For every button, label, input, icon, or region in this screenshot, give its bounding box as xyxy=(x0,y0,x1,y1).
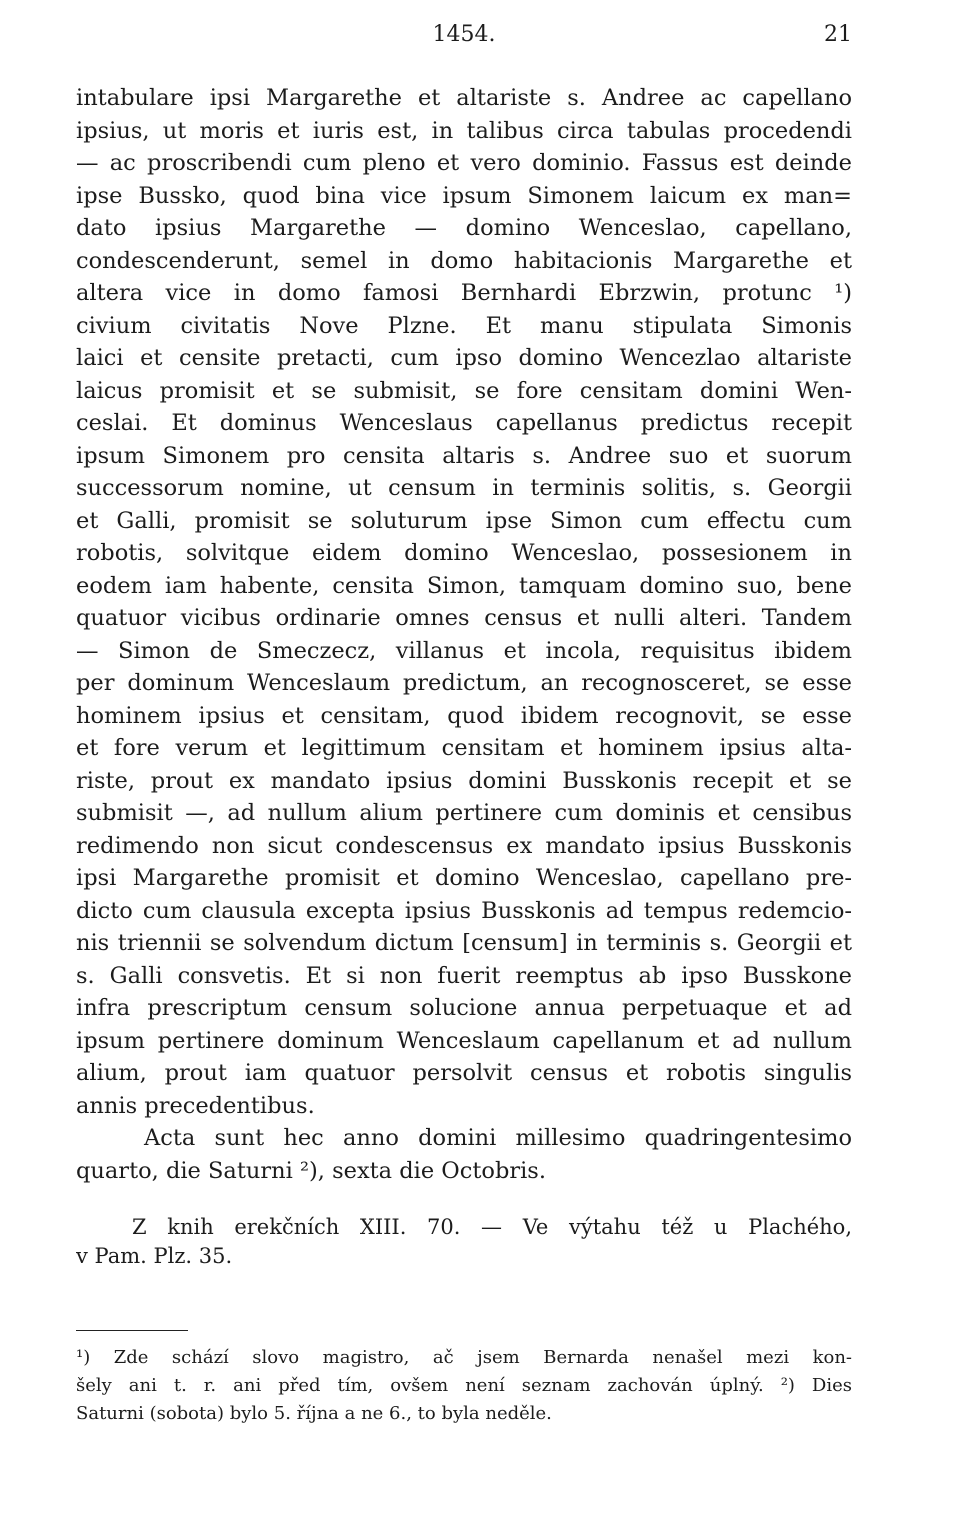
text-line: nis triennii se solvendum dictum [censum] in terminis s. Georgii et xyxy=(76,930,852,956)
running-head-year: 1454. xyxy=(432,22,496,47)
text-line: per dominum Wenceslaum predictum, an recognosceret, se esse xyxy=(76,670,852,696)
text-line: eodem iam habente, censita Simon, tamquam domino suo, bene xyxy=(76,572,852,599)
footnote-line: Saturni (sobota) bylo 5. října a ne 6., to byla neděle. xyxy=(76,1403,552,1424)
closing-line: Acta sunt hec anno domini millesimo quadringentesimo xyxy=(144,1125,852,1151)
page-header xyxy=(76,22,852,54)
text-line: intabulare ipsi Margarethe et altariste s. Andree ac capellano xyxy=(76,85,852,111)
footnote-line: ¹) Zde schází slovo magistro, ač jsem Bernarda nenašel mezi kon- xyxy=(76,1347,852,1368)
text-line: annis precedentibus. xyxy=(76,1092,315,1119)
text-line: laici et censite pretacti, cum ipso domino Wencezlao altariste xyxy=(76,345,852,371)
text-line: dato ipsius Margarethe — domino Wenceslao, capellano, xyxy=(76,215,852,241)
text-line: alium, prout iam quatuor persolvit census et robotis singulis xyxy=(76,1060,852,1086)
text-line: robotis, solvitque eidem domino Wenceslao, possesionem in xyxy=(76,540,852,566)
text-line: ipsum Simonem pro censita altaris s. Andree suo et suorum xyxy=(76,442,852,469)
text-line: successorum nomine, ut censum in terminis solitis, s. Georgii xyxy=(76,475,852,501)
source-line: v Pam. Plz. 35. xyxy=(76,1244,233,1268)
text-line: dicto cum clausula excepta ipsius Busskonis ad tempus redemcio- xyxy=(76,897,852,924)
text-line: riste, prout ex mandato ipsius domini Busskonis recepit et se xyxy=(76,767,852,794)
text-line: altera vice in domo famosi Bernhardi Ebrzwin, protunc ¹) xyxy=(76,280,852,306)
spacer xyxy=(76,1187,852,1213)
text-line: laicus promisit et se submisit, se fore censitam domini Wen- xyxy=(76,377,852,404)
text-line: et Galli, promisit se soluturum ipse Simon cum effectu cum xyxy=(76,507,852,534)
text-line: condescenderunt, semel in domo habitacionis Margarethe et xyxy=(76,247,852,274)
text-line: infra prescriptum censum solucione annua perpetuaque et ad xyxy=(76,995,852,1021)
text-line: redimendo non sicut condescensus ex mandato ipsius Busskonis xyxy=(76,832,852,859)
text-line: — ac proscribendi cum pleno et vero dominio. Fassus est deinde xyxy=(76,150,852,176)
text-line: s. Galli consvetis. Et si non fuerit reemptus ab ipso Busskone xyxy=(76,962,852,989)
source-line: Z knih erekčních XIII. 70. — Ve výtahu též u Plachého, xyxy=(132,1215,852,1239)
text-line: — Simon de Smeczecz, villanus et incola, requisitus ibidem xyxy=(76,637,852,664)
page-number: 21 xyxy=(824,22,852,47)
footnote-line: šely ani t. r. ani před tím, ovšem není seznam zachován úplný. ²) Dies xyxy=(76,1375,852,1396)
source-note xyxy=(76,1213,852,1271)
text-line: ipsum pertinere dominum Wenceslaum capellanum et ad nullum xyxy=(76,1027,852,1054)
text-line: quatuor vicibus ordinarie omnes census et nulli alteri. Tandem xyxy=(76,605,852,631)
text-line: et fore verum et legittimum censitam et hominem ipsius alta- xyxy=(76,735,852,761)
text-line: civium civitatis Nove Plzne. Et manu stipulata Simonis xyxy=(76,312,852,339)
closing-line: quarto, die Saturni ²), sexta die Octobris. xyxy=(76,1157,546,1184)
footnote-divider xyxy=(76,1330,188,1331)
text-line: hominem ipsius et censitam, quod ibidem recognovit, se esse xyxy=(76,702,852,729)
text-line: ipsi Margarethe promisit et domino Wenceslao, capellano pre- xyxy=(76,865,852,891)
text-line: ceslai. Et dominus Wenceslaus capellanus predictus recepit xyxy=(76,410,852,436)
text-line: ipsius, ut moris et iuris est, in talibus circa tabulas procedendi xyxy=(76,117,852,144)
main-text xyxy=(76,82,852,1271)
text-line: submisit —, ad nullum alium pertinere cum dominis et censibus xyxy=(76,800,852,826)
footnotes xyxy=(76,1344,852,1428)
text-line: ipse Bussko, quod bina vice ipsum Simonem laicum ex man= xyxy=(76,182,852,209)
